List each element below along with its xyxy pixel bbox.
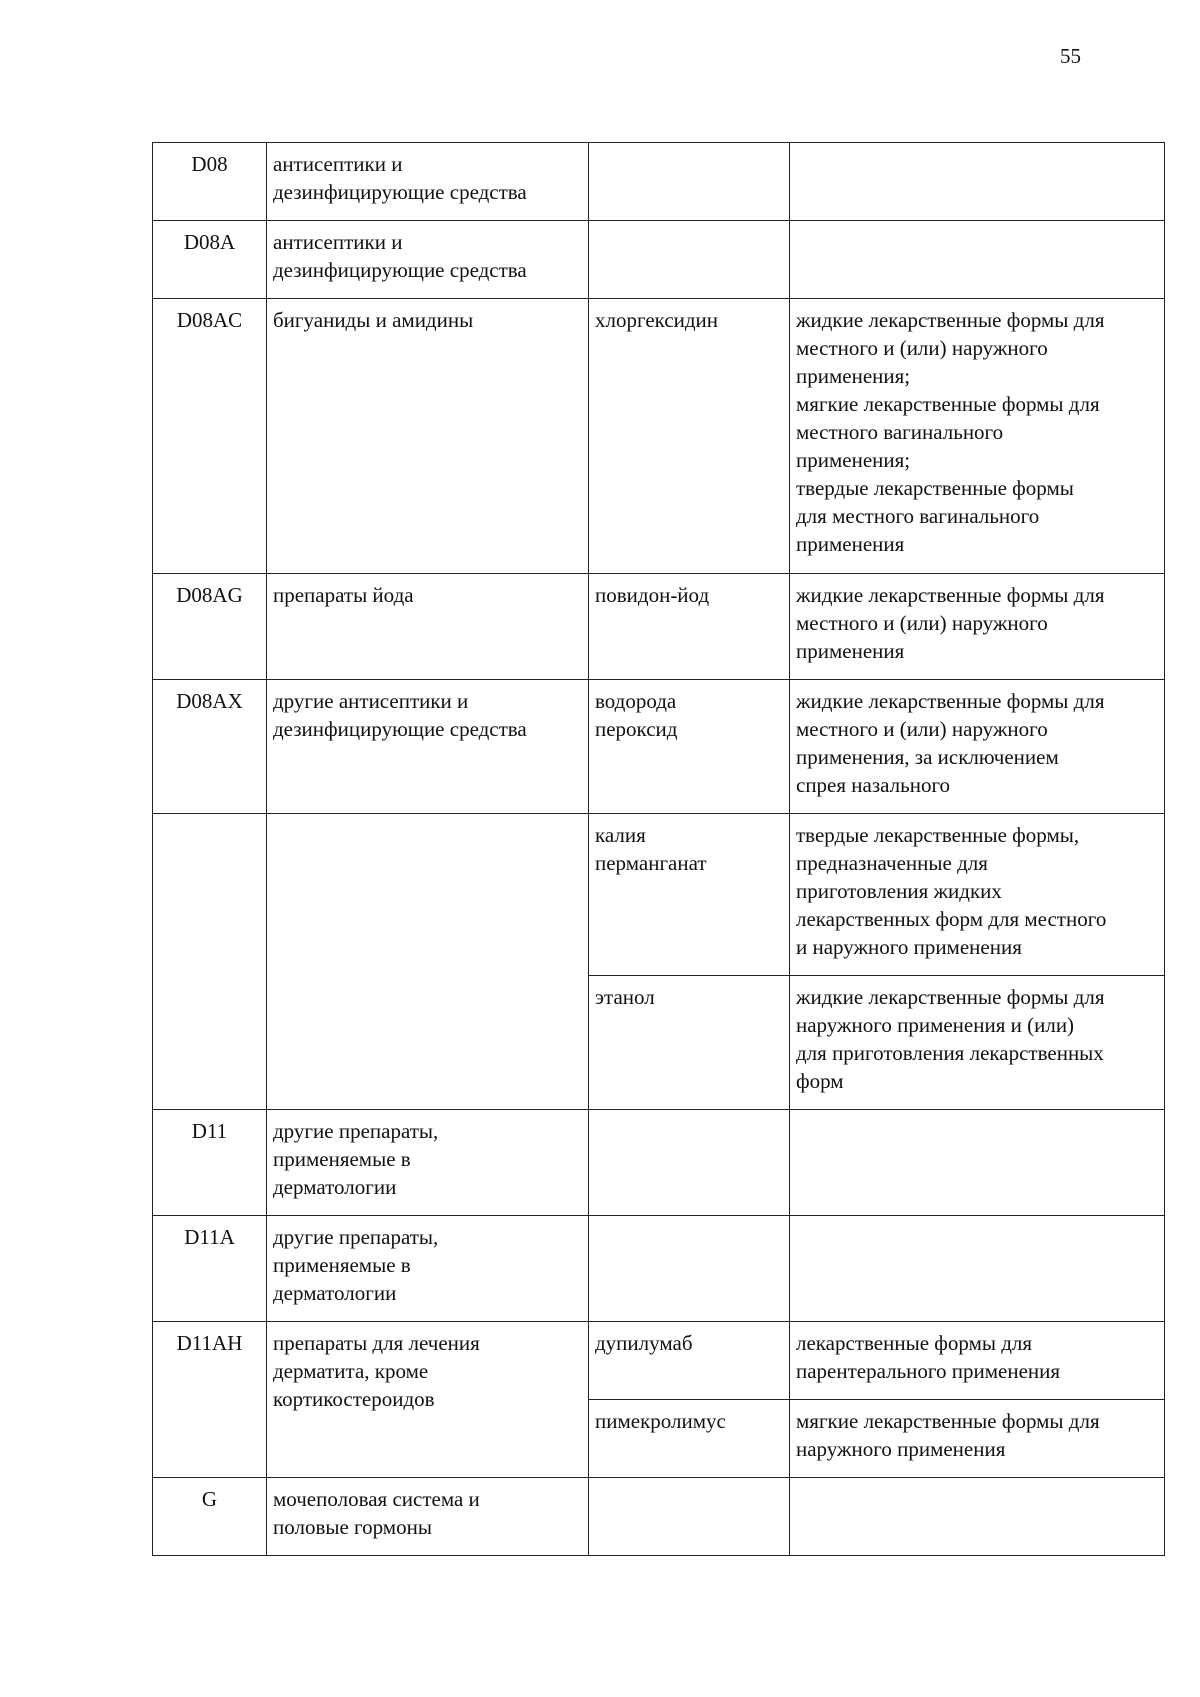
forms-text: применения, за исключением [796,745,1059,769]
atc-code: D08A [183,230,236,254]
atc-code-cell [153,680,267,814]
table-row [153,1322,1165,1400]
drug-name: водорода [595,689,677,713]
forms-text: жидкие лекарственные формы для [796,308,1105,332]
group-text: препараты йода [273,583,414,607]
forms-text: жидкие лекарственные формы для [796,583,1105,607]
group-text: мочеполовая система и [273,1487,480,1511]
group-text: препараты для лечения [273,1331,480,1355]
atc-code: D08AC [176,308,243,332]
group-cell [267,680,589,814]
table-row [153,680,1165,814]
forms-text: для приготовления лекарственных [796,1041,1104,1065]
atc-code: D08 [191,152,228,176]
forms-text: жидкие лекарственные формы для [796,689,1105,713]
table-row [153,299,1165,574]
table-row [153,143,1165,221]
atc-code-cell [153,1216,267,1322]
group-text: половые гормоны [273,1515,432,1539]
drug-name: пимекролимус [595,1409,726,1433]
drug-cell [589,221,790,299]
group-text: дезинфицирующие средства [273,717,527,741]
forms-cell [790,574,1165,680]
atc-code-cell [153,143,267,221]
forms-text: местного вагинального [796,420,1004,444]
drug-name: дупилумаб [595,1331,693,1355]
forms-cell [790,680,1165,814]
forms-cell [790,1478,1165,1556]
table-row [153,814,1165,976]
forms-text: твердые лекарственные формы [796,476,1074,500]
forms-cell [790,143,1165,221]
forms-text: применения; [796,448,911,472]
table-row [153,1478,1165,1556]
drug-name: повидон-йод [595,583,710,607]
group-cell [267,299,589,574]
group-cell [267,574,589,680]
group-text: антисептики и [273,230,403,254]
drug-name: перманганат [595,851,707,875]
drug-name: хлоргексидин [595,308,719,332]
atc-code-cell [153,574,267,680]
table-row [153,1110,1165,1216]
drug-cell [589,976,790,1110]
table-row [153,221,1165,299]
drug-name: пероксид [595,717,678,741]
forms-text: твердые лекарственные формы, [796,823,1080,847]
forms-text: местного и (или) наружного [796,336,1048,360]
drug-name: калия [595,823,646,847]
forms-text: предназначенные для [796,851,988,875]
forms-text: жидкие лекарственные формы для [796,985,1105,1009]
forms-text: местного и (или) наружного [796,717,1048,741]
drug-classification-table [152,142,1165,1556]
group-text: антисептики и [273,152,403,176]
group-cell [267,1322,589,1478]
forms-text: применения; [796,364,911,388]
drug-cell [589,1216,790,1322]
drug-cell [589,1400,790,1478]
forms-text: мягкие лекарственные формы для [796,392,1100,416]
atc-code-cell [153,221,267,299]
forms-text: наружного применения [796,1437,1006,1461]
page-number: 55 [1060,44,1081,68]
group-cell [267,1110,589,1216]
forms-cell [790,976,1165,1110]
forms-text: форм [796,1069,844,1093]
forms-text: применения [796,639,905,663]
table-row [153,574,1165,680]
forms-text: для местного вагинального [796,504,1040,528]
table-row [153,1216,1165,1322]
atc-code: D08AX [176,689,243,713]
group-cell [267,1478,589,1556]
group-text: бигуаниды и амидины [273,308,474,332]
forms-text: лекарственных форм для местного [796,907,1107,931]
forms-text: применения [796,532,905,556]
drug-cell [589,299,790,574]
forms-text: спрея назального [796,773,951,797]
group-cell [267,814,589,1110]
atc-code: D11A [184,1225,235,1249]
drug-cell [589,1322,790,1400]
forms-cell [790,1110,1165,1216]
atc-code: D11AH [176,1331,243,1355]
forms-text: местного и (или) наружного [796,611,1048,635]
group-text: дезинфицирующие средства [273,180,527,204]
forms-text: и наружного применения [796,935,1022,959]
group-text: дерматологии [273,1175,397,1199]
atc-code: D11 [191,1119,228,1143]
drug-cell [589,814,790,976]
forms-cell [790,1400,1165,1478]
group-cell [267,221,589,299]
group-text: применяемые в [273,1147,411,1171]
drug-cell [589,143,790,221]
group-text: другие препараты, [273,1119,439,1143]
group-text: другие антисептики и [273,689,469,713]
drug-cell [589,574,790,680]
atc-code-cell [153,1322,267,1478]
drug-cell [589,1110,790,1216]
group-text: дезинфицирующие средства [273,258,527,282]
atc-code: G [201,1487,218,1511]
group-text: кортикостероидов [273,1387,435,1411]
forms-cell [790,1216,1165,1322]
forms-cell [790,221,1165,299]
drug-cell [589,680,790,814]
forms-text: мягкие лекарственные формы для [796,1409,1100,1433]
group-text: другие препараты, [273,1225,439,1249]
forms-cell [790,299,1165,574]
forms-text: парентерального применения [796,1359,1061,1383]
forms-text: лекарственные формы для [796,1331,1033,1355]
atc-code-cell [153,299,267,574]
drug-cell [589,1478,790,1556]
group-cell [267,1216,589,1322]
forms-text: наружного применения и (или) [796,1013,1075,1037]
group-text: дерматологии [273,1281,397,1305]
atc-code-cell [153,1478,267,1556]
group-cell [267,143,589,221]
atc-code: D08AG [176,583,243,607]
forms-text: приготовления жидких [796,879,1002,903]
forms-cell [790,814,1165,976]
atc-code-cell [153,1110,267,1216]
group-text: дерматита, кроме [273,1359,429,1383]
drug-name: этанол [595,985,655,1009]
atc-code-cell [153,814,267,1110]
forms-cell [790,1322,1165,1400]
group-text: применяемые в [273,1253,411,1277]
